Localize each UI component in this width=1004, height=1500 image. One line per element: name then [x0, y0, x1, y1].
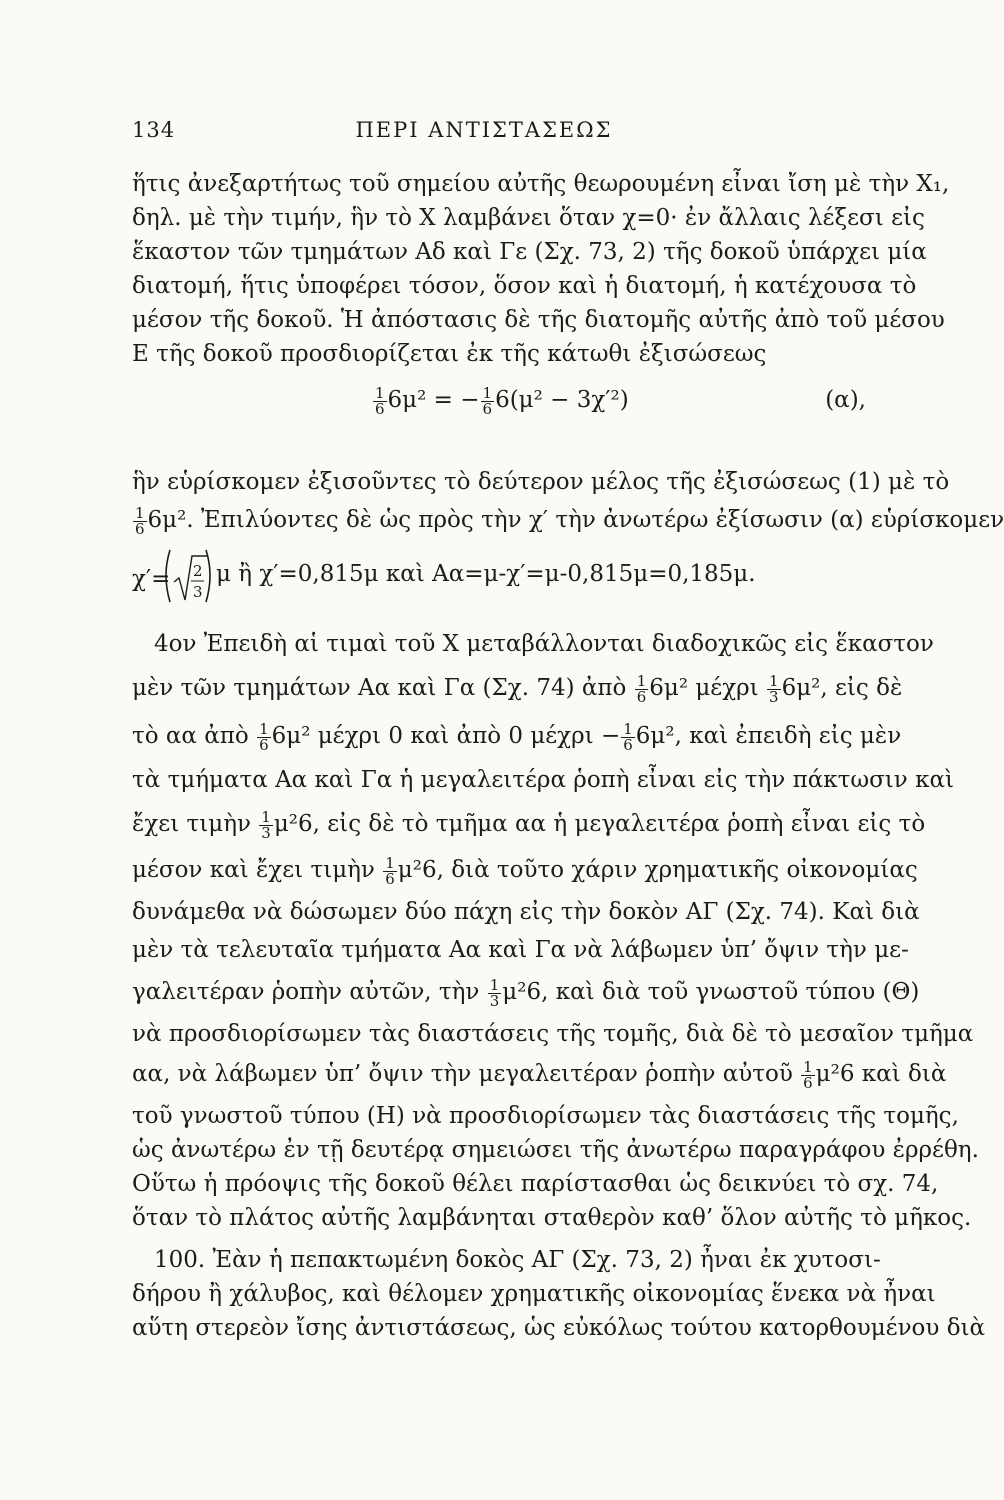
- equation-body: $\frac{1}{6}$ 6μ² = − $\frac{1}{6}$ 6(μ² − 3χ′²): [375, 383, 629, 418]
- running-title: ΠΕΡΙ ΑΝΤΙΣΤΑΣΕΩΣ: [355, 118, 613, 142]
- text-line: δυνάμεθα νὰ δώσωμεν δύο πάχη εἰς τὴν δοκὸν ΑΓ (Σχ. 74). Καὶ διὰ: [132, 899, 920, 925]
- text-line: ἥτις ἀνεξαρτήτως τοῦ σημείου αὐτῆς θεωρουμένη εἶναι ἴση μὲ τὴν X₁,: [132, 171, 950, 197]
- text-line: ἣν εὑρίσκομεν ἐξισοῦντες τὸ δεύτερον μέλος τῆς ἐξισώσεως (1) μὲ τὸ: [132, 469, 950, 495]
- fraction: $\frac{1}{6}$: [482, 383, 493, 418]
- root-equation: [132, 540, 876, 610]
- item-number: 4ον: [154, 631, 197, 657]
- page-number: 134: [132, 118, 176, 142]
- text-line: Οὕτω ἡ πρόοψις τῆς δοκοῦ θέλει παρίστασθαι ὡς δεικνύει τὸ σχ. 74,: [132, 1171, 939, 1197]
- fraction: $\frac{1}{6}$: [636, 671, 647, 706]
- text-line: τὰ τμήματα Αα καὶ Γα ἡ μεγαλειτέρα ῥοπὴ εἶναι εἰς τὴν πάκτωσιν καὶ: [132, 767, 955, 793]
- text-line: γαλειτέραν ῥοπὴν αὐτῶν, τὴν $\frac{1}{3}$ μ²6, καὶ διὰ τοῦ γνωστοῦ τύπου (Θ): [132, 975, 920, 1010]
- text-line: τὸ αα ἀπὸ $\frac{1}{6}$ 6μ² μέχρι 0 καὶ ἀπὸ 0 μέχρι − $\frac{1}{6}$ 6μ², καὶ ἐπειδὴ εἰς μὲν: [132, 719, 902, 754]
- square-root-expression: [132, 540, 214, 610]
- root-rest: μ ἢ χ′=0,815μ καὶ Αα=μ-χ′=μ-0,815μ=0,185μ.: [216, 561, 756, 587]
- text-line: μέσον καὶ ἔχει τιμὴν $\frac{1}{6}$ μ²6, διὰ τοῦτο χάριν χρηματικῆς οἰκονομίας: [132, 853, 918, 888]
- fraction: $\frac{1}{6}$: [623, 719, 633, 754]
- text-line: ὅταν τὸ πλάτος αὐτῆς λαμβάνηται σταθερὸν καθ’ ὅλον αὐτῆς τὸ μῆκος.: [132, 1205, 972, 1231]
- text-line: μὲν τῶν τμημάτων Αα καὶ Γα (Σχ. 74) ἀπὸ $\frac{1}{6}$ 6μ² μέχρι $\frac{1}{3}$ 6μ², εἰς δὲ: [132, 671, 903, 706]
- text-line: 4ον Ἐπειδὴ αἱ τιμαὶ τοῦ X μεταβάλλονται διαδοχικῶς εἰς ἕκαστον: [154, 631, 934, 657]
- svg-text:3: 3: [193, 583, 203, 601]
- fraction: $\frac{1}{6}$: [385, 853, 395, 888]
- text-line: αα, νὰ λάβωμεν ὑπ’ ὄψιν τὴν μεγαλειτέραν ῥοπὴν αὐτοῦ $\frac{1}{6}$ μ²6 καὶ διὰ: [132, 1057, 947, 1092]
- page-header: [0, 118, 968, 152]
- text-line: Ε τῆς δοκοῦ προσδιορίζεται ἐκ τῆς κάτωθι ἐξισώσεως: [132, 341, 767, 367]
- text-line: ὡς ἀνωτέρω ἐν τῇ δευτέρᾳ σημειώσει τῆς ἀνωτέρω παραγράφου ἐρρέθη.: [132, 1137, 979, 1163]
- fraction: $\frac{1}{6}$: [375, 383, 385, 418]
- svg-text:2: 2: [193, 562, 203, 580]
- fraction: $\frac{1}{3}$: [261, 807, 271, 842]
- text-line: $\frac{1}{6}$ 6μ². Ἐπιλύοντες δὲ ὡς πρὸς τὴν χ′ τὴν ἀνωτέρω ἐξίσωσιν (α) εὑρίσκομεν: [135, 503, 1004, 538]
- text-line: ἕκαστον τῶν τμημάτων Αδ καὶ Γε (Σχ. 73, 2) τῆς δοκοῦ ὑπάρχει μία: [132, 239, 927, 265]
- text-line: μέσον τῆς δοκοῦ. Ἡ ἀπόστασις δὲ τῆς διατομῆς αὐτῆς ἀπὸ τοῦ μέσου: [132, 307, 945, 333]
- fraction: $\frac{1}{6}$: [803, 1057, 813, 1092]
- root-prefix: χ′=: [132, 566, 171, 592]
- text-line: μὲν τὰ τελευταῖα τμήματα Αα καὶ Γα νὰ λάβωμεν ὑπ’ ὄψιν τὴν με-: [132, 937, 909, 963]
- text-line: νὰ προσδιορίσωμεν τὰς διαστάσεις τῆς τομῆς, διὰ δὲ τὸ μεσαῖον τμῆμα: [132, 1021, 974, 1047]
- fraction: $\frac{1}{3}$: [769, 671, 779, 706]
- text-line: δήρου ἢ χάλυβος, καὶ θέλομεν χρηματικῆς οἰκονομίας ἕνεκα νὰ ἦναι: [132, 1281, 936, 1307]
- text-line: δηλ. μὲ τὴν τιμήν, ἣν τὸ X λαμβάνει ὅταν χ=0· ἐν ἄλλαις λέξεσι εἰς: [132, 205, 925, 231]
- text-line: τοῦ γνωστοῦ τύπου (Η) νὰ προσδιορίσωμεν τὰς διαστάσεις τῆς τομῆς,: [132, 1103, 959, 1129]
- fraction: $\frac{1}{6}$: [259, 719, 269, 754]
- equation-alpha: [132, 380, 876, 420]
- text-line: 100. Ἐὰν ἡ πεπακτωμένη δοκὸς ΑΓ (Σχ. 73, 2) ἦναι ἐκ χυτοσι-: [154, 1247, 881, 1273]
- text-line: διατομή, ἥτις ὑποφέρει τόσον, ὅσον καὶ ἡ διατομή, ἡ κατέχουσα τὸ: [132, 273, 917, 299]
- fraction: $\frac{1}{3}$: [489, 975, 500, 1010]
- text-line: ἔχει τιμὴν $\frac{1}{3}$ μ²6, εἰς δὲ τὸ τμῆμα αα ἡ μεγαλειτέρα ῥοπὴ εἶναι εἰς τὸ: [132, 807, 926, 842]
- equation-label: (α),: [825, 387, 866, 413]
- text-line: αὕτη στερεὸν ἴσης ἀντιστάσεως, ὡς εὐκόλως τούτου κατορθουμένου διὰ: [132, 1315, 986, 1341]
- fraction: $\frac{1}{6}$: [135, 503, 145, 538]
